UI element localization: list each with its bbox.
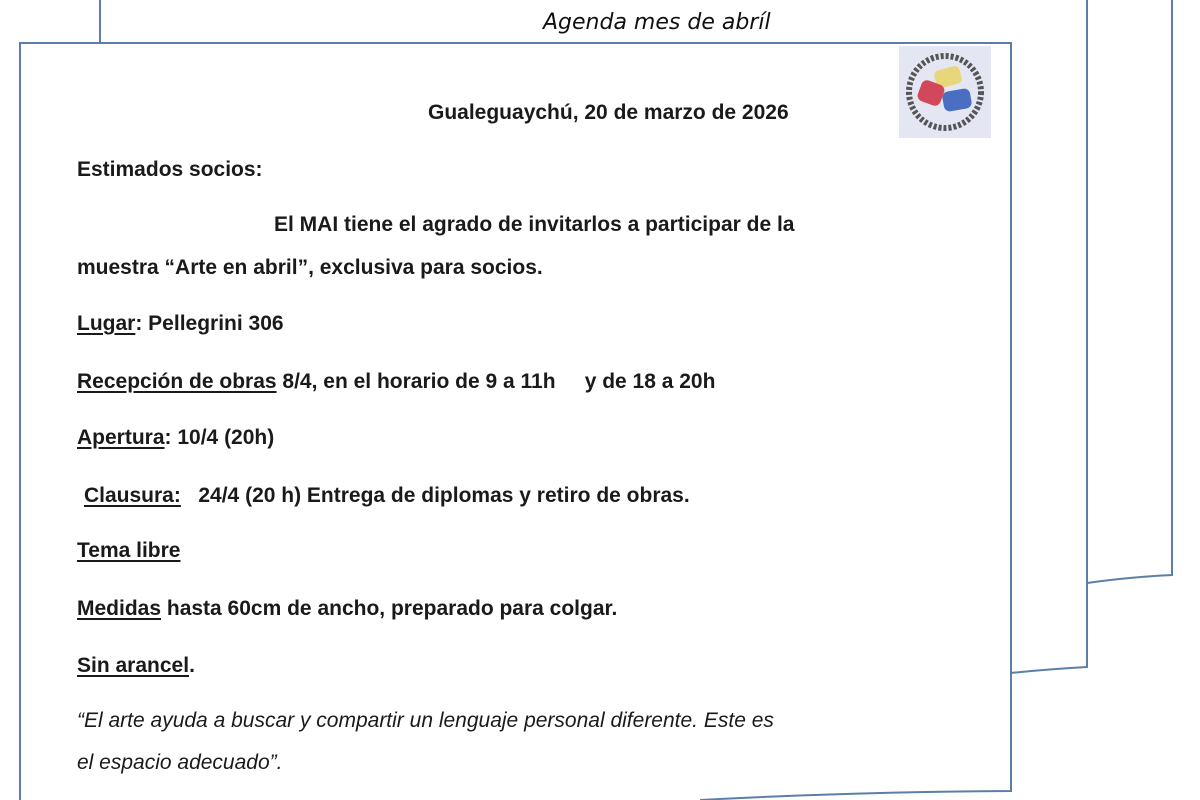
clausura-line: [84, 483, 690, 509]
date-line: Gualeguaychú, 20 de marzo de 2026: [428, 101, 789, 124]
intro-line-1: El MAI tiene el agrado de invitarlos a participar de la: [274, 213, 795, 236]
tema-line: [77, 538, 180, 564]
apertura-label: Apertura: [77, 426, 165, 449]
apertura-line: [77, 425, 274, 451]
back-page-title: Agenda mes de abríl: [543, 10, 771, 35]
medidas-value: hasta 60cm de ancho, preparado para colgar.: [161, 597, 618, 620]
back-page-3: [1087, 0, 1172, 583]
tema-label: Tema libre: [77, 539, 181, 562]
arancel-line: [77, 653, 195, 679]
recepcion-line: [77, 369, 715, 395]
arancel-label: Sin arancel: [77, 654, 190, 677]
clausura-value: 24/4 (20 h) Entrega de diplomas y retiro de obras.: [180, 484, 690, 507]
recepcion-value: 8/4, en el horario de 9 a 11h y de 18 a 20h: [276, 370, 716, 393]
greeting: Estimados socios:: [77, 158, 263, 181]
apertura-value: : 10/4 (20h): [164, 426, 275, 449]
medidas-label: Medidas: [77, 597, 162, 620]
lugar-line: [77, 311, 284, 337]
clausura-label: Clausura:: [84, 484, 181, 507]
quote-line-2: el espacio adecuado”.: [77, 751, 283, 774]
hands-logo-icon: [899, 46, 991, 138]
mai-logo: [899, 46, 991, 138]
lugar-label: Lugar: [77, 312, 136, 335]
lugar-value: : Pellegrini 306: [135, 312, 284, 335]
intro-line-2: muestra “Arte en abril”, exclusiva para socios.: [77, 256, 543, 279]
arancel-value: .: [189, 654, 195, 677]
quote-line-1: “El arte ayuda a buscar y compartir un lenguaje personal diferente. Este es: [77, 709, 774, 732]
medidas-line: [77, 596, 617, 622]
recepcion-label: Recepción de obras: [77, 370, 277, 393]
